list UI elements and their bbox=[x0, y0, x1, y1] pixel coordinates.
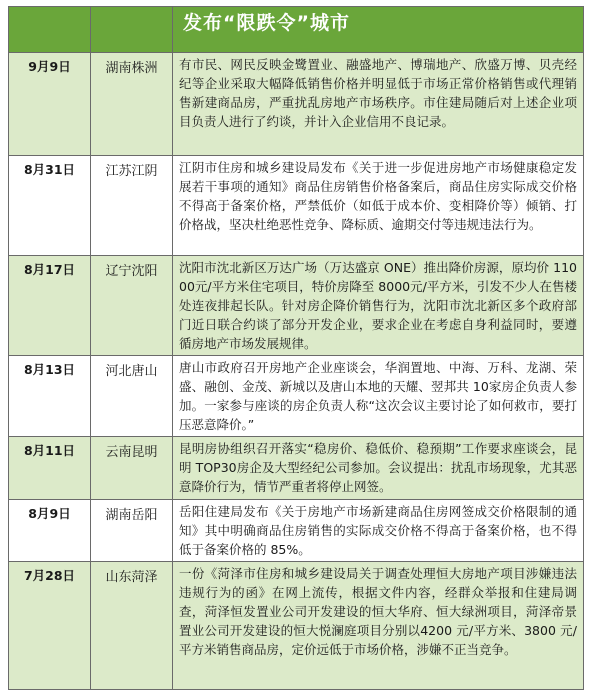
table-row bbox=[9, 500, 584, 562]
description-cell: 沈阳市沈北新区万达广场（万达盛京 ONE）推出降价房源，原均价 11000元/平方米住宅项目，特价房降至 8000元/平方米，引发不少人在售楼处连夜排起长队。针对房企降价销售行为，沈阳市沈北新区多个政府部门近日联合约谈了部分开发企业，要求企业在考虑自身利益同时，要遵循房地产市场发展规律。 bbox=[173, 256, 584, 356]
description-cell: 一份《菏泽市住房和城乡建设局关于调查处理恒大房地产项目涉嫌违法违规行为的函》在网上流传，根据文件内容，经群众举报和住建局调查，菏泽恒发置业公司开发建设的恒大华府、恒大绿洲项目，菏泽帝景置业公司开发建设的恒大悦澜庭项目分别以4200 元/平方米、3800 元/平方米销售商品房，定价远低于市场价格，涉嫌不正当竞争。 bbox=[173, 562, 584, 690]
city-cell: 辽宁沈阳 bbox=[91, 256, 173, 356]
table-title: 发布“限跌令”城市 bbox=[173, 7, 584, 53]
city-cell: 湖南株洲 bbox=[91, 53, 173, 156]
description-cell: 岳阳住建局发布《关于房地产市场新建商品住房网签成交价格限制的通知》其中明确商品住房销售的实际成交价格不得高于备案价格，也不得低于备案价格的 85%。 bbox=[173, 500, 584, 562]
description-cell: 有市民、网民反映金鹭置业、融盛地产、博瑞地产、欣盛万博、贝壳经纪等企业采取大幅降低销售价格并明显低于市场正常价格销售或代理销售新建商品房，严重扰乱房地产市场秩序。市住建局随后对上述企业项目负责人进行了约谈，并计入企业信用不良记录。 bbox=[173, 53, 584, 156]
city-cell: 湖南岳阳 bbox=[91, 500, 173, 562]
description-cell: 昆明房协组织召开落实“稳房价、稳低价、稳预期”工作要求座谈会，昆明 TOP30房企及大型经纪公司参加。会议提出：扰乱市场现象，尤其恶意降价行为，情节严重者将停止网签。 bbox=[173, 437, 584, 500]
city-cell: 河北唐山 bbox=[91, 356, 173, 437]
description-cell: 唐山市政府召开房地产企业座谈会，华润置地、中海、万科、龙湖、荣盛、融创、金茂、新城以及唐山本地的天耀、翌邦共 10家房企负责人参加。一家参与座谈的房企负责人称“这次会议主要讨论了如何救市，要打压恶意降价。” bbox=[173, 356, 584, 437]
date-cell: 8月13日 bbox=[9, 356, 91, 437]
table-row bbox=[9, 156, 584, 256]
city-cell: 云南昆明 bbox=[91, 437, 173, 500]
price-limit-table bbox=[8, 6, 584, 690]
table-row bbox=[9, 562, 584, 690]
header-blank-city bbox=[91, 7, 173, 53]
header-blank-date bbox=[9, 7, 91, 53]
date-cell: 8月11日 bbox=[9, 437, 91, 500]
date-cell: 7月28日 bbox=[9, 562, 91, 690]
table-row bbox=[9, 437, 584, 500]
city-cell: 山东菏泽 bbox=[91, 562, 173, 690]
date-cell: 9月9日 bbox=[9, 53, 91, 156]
table-header-row bbox=[9, 7, 584, 53]
description-cell: 江阴市住房和城乡建设局发布《关于进一步促进房地产市场健康稳定发展若干事项的通知》商品住房销售价格备案后，商品住房实际成交价格不得高于备案价格，严禁低价（如低于成本价、变相降价等）倾销、打价格战，坚决杜绝恶性竞争、降标质、逾期交付等违规违法行为。 bbox=[173, 156, 584, 256]
city-cell: 江苏江阴 bbox=[91, 156, 173, 256]
date-cell: 8月31日 bbox=[9, 156, 91, 256]
table-row bbox=[9, 256, 584, 356]
date-cell: 8月9日 bbox=[9, 500, 91, 562]
table-row bbox=[9, 53, 584, 156]
table-row bbox=[9, 356, 584, 437]
date-cell: 8月17日 bbox=[9, 256, 91, 356]
